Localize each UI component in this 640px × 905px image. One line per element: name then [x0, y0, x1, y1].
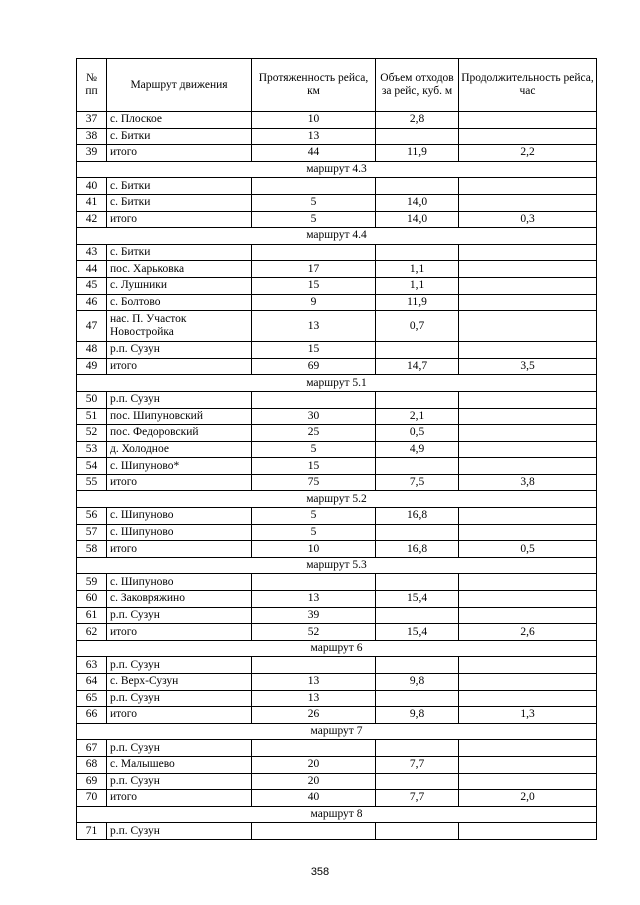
header-volume: Объем отходов за рейс, куб. м: [376, 59, 459, 112]
route-label: маршрут 4.3: [77, 161, 597, 178]
row-number-cell: 68: [77, 756, 107, 773]
location-cell: д. Холодное: [107, 441, 252, 458]
table-row: [77, 690, 597, 707]
row-number-cell: 54: [77, 458, 107, 475]
row-number-cell: 51: [77, 408, 107, 425]
duration-cell: [459, 342, 597, 359]
row-number-cell: 57: [77, 524, 107, 541]
duration-cell: 2,6: [459, 624, 597, 641]
route-label: маршрут 5.2: [77, 491, 597, 508]
route-label: маршрут 4.4: [77, 228, 597, 245]
duration-cell: 2,0: [459, 790, 597, 807]
row-number-cell: 42: [77, 211, 107, 228]
volume-cell: 9,8: [376, 707, 459, 724]
table-row: [77, 211, 597, 228]
length-cell: 9: [252, 294, 376, 311]
row-number-cell: 52: [77, 425, 107, 442]
row-number-cell: 49: [77, 358, 107, 375]
row-number-cell: 41: [77, 194, 107, 211]
table-row: [77, 756, 597, 773]
length-cell: [252, 574, 376, 591]
table-row: [77, 657, 597, 674]
location-cell: р.п. Сузун: [107, 607, 252, 624]
duration-cell: 3,8: [459, 474, 597, 491]
table-row: [77, 574, 597, 591]
row-number-cell: 55: [77, 474, 107, 491]
duration-cell: [459, 607, 597, 624]
duration-cell: [459, 458, 597, 475]
table-row: [77, 508, 597, 525]
duration-cell: 2,2: [459, 145, 597, 162]
row-number-cell: 48: [77, 342, 107, 359]
length-cell: [252, 657, 376, 674]
route-label: маршрут 5.3: [77, 557, 597, 574]
volume-cell: 1,1: [376, 277, 459, 294]
duration-cell: [459, 294, 597, 311]
length-cell: 17: [252, 261, 376, 278]
volume-cell: 0,5: [376, 425, 459, 442]
route-header-row: [77, 161, 597, 178]
volume-cell: [376, 458, 459, 475]
location-cell: итого: [107, 211, 252, 228]
duration-cell: 0,3: [459, 211, 597, 228]
volume-cell: [376, 574, 459, 591]
location-cell: с. Шипуново*: [107, 458, 252, 475]
duration-cell: [459, 508, 597, 525]
location-cell: с. Битки: [107, 194, 252, 211]
volume-cell: 1,1: [376, 261, 459, 278]
row-number-cell: 46: [77, 294, 107, 311]
location-cell: с. Битки: [107, 128, 252, 145]
location-cell: р.п. Сузун: [107, 823, 252, 840]
volume-cell: [376, 178, 459, 195]
location-cell: пос. Федоровский: [107, 425, 252, 442]
location-cell: итого: [107, 707, 252, 724]
page-number: 358: [310, 866, 330, 878]
volume-cell: [376, 823, 459, 840]
table-row: [77, 474, 597, 491]
location-cell: с. Шипуново: [107, 574, 252, 591]
route-header-row: [77, 806, 597, 823]
length-cell: 26: [252, 707, 376, 724]
table-row: [77, 740, 597, 757]
row-number-cell: 39: [77, 145, 107, 162]
table-row: [77, 674, 597, 691]
length-cell: 5: [252, 441, 376, 458]
table-row: [77, 244, 597, 261]
length-cell: 52: [252, 624, 376, 641]
duration-cell: [459, 524, 597, 541]
route-header-row: [77, 491, 597, 508]
length-cell: 5: [252, 211, 376, 228]
row-number-cell: 47: [77, 311, 107, 342]
route-header-row: [77, 557, 597, 574]
duration-cell: [459, 277, 597, 294]
row-number-cell: 53: [77, 441, 107, 458]
location-cell: р.п. Сузун: [107, 342, 252, 359]
location-cell: р.п. Сузун: [107, 690, 252, 707]
length-cell: 75: [252, 474, 376, 491]
table-row: [77, 524, 597, 541]
volume-cell: [376, 773, 459, 790]
length-cell: [252, 244, 376, 261]
volume-cell: [376, 342, 459, 359]
row-number-cell: 63: [77, 657, 107, 674]
length-cell: 5: [252, 524, 376, 541]
table-row: [77, 441, 597, 458]
duration-cell: [459, 311, 597, 342]
location-cell: с. Малышево: [107, 756, 252, 773]
volume-cell: 0,7: [376, 311, 459, 342]
route-label: маршрут 5.1: [77, 375, 597, 392]
length-cell: 20: [252, 773, 376, 790]
volume-cell: 14,7: [376, 358, 459, 375]
length-cell: [252, 391, 376, 408]
location-cell: нас. П. Участок Новостройка: [107, 311, 252, 342]
volume-cell: [376, 657, 459, 674]
volume-cell: [376, 690, 459, 707]
duration-cell: [459, 112, 597, 129]
length-cell: 5: [252, 508, 376, 525]
location-cell: р.п. Сузун: [107, 773, 252, 790]
volume-cell: 14,0: [376, 211, 459, 228]
volume-cell: 7,7: [376, 790, 459, 807]
table-row: [77, 194, 597, 211]
table-row: [77, 358, 597, 375]
row-number-cell: 71: [77, 823, 107, 840]
row-number-cell: 58: [77, 541, 107, 558]
table-row: [77, 145, 597, 162]
volume-cell: 2,1: [376, 408, 459, 425]
row-number-cell: 62: [77, 624, 107, 641]
row-number-cell: 43: [77, 244, 107, 261]
location-cell: пос. Харьковка: [107, 261, 252, 278]
location-cell: р.п. Сузун: [107, 657, 252, 674]
row-number-cell: 50: [77, 391, 107, 408]
row-number-cell: 60: [77, 591, 107, 608]
table-row: [77, 541, 597, 558]
duration-cell: [459, 740, 597, 757]
length-cell: 30: [252, 408, 376, 425]
volume-cell: 7,5: [376, 474, 459, 491]
table-row: [77, 624, 597, 641]
volume-cell: 11,9: [376, 294, 459, 311]
row-number-cell: 65: [77, 690, 107, 707]
table-row: [77, 261, 597, 278]
header-length: Протяженность рейса, км: [252, 59, 376, 112]
table-body: [77, 112, 597, 840]
location-cell: с. Болтово: [107, 294, 252, 311]
header-route: Маршрут движения: [107, 59, 252, 112]
location-cell: с. Шипуново: [107, 524, 252, 541]
duration-cell: [459, 674, 597, 691]
length-cell: 15: [252, 342, 376, 359]
volume-cell: [376, 128, 459, 145]
table-row: [77, 823, 597, 840]
table-row: [77, 707, 597, 724]
duration-cell: [459, 773, 597, 790]
length-cell: 5: [252, 194, 376, 211]
route-label: маршрут 6: [77, 640, 597, 657]
header-row: [77, 59, 597, 112]
volume-cell: 9,8: [376, 674, 459, 691]
header-num: № пп: [77, 59, 107, 112]
length-cell: 44: [252, 145, 376, 162]
length-cell: [252, 823, 376, 840]
location-cell: с. Битки: [107, 178, 252, 195]
row-number-cell: 56: [77, 508, 107, 525]
length-cell: 10: [252, 112, 376, 129]
length-cell: 13: [252, 128, 376, 145]
duration-cell: 0,5: [459, 541, 597, 558]
route-header-row: [77, 228, 597, 245]
location-cell: с. Шипуново: [107, 508, 252, 525]
volume-cell: 7,7: [376, 756, 459, 773]
location-cell: итого: [107, 358, 252, 375]
table-row: [77, 178, 597, 195]
table-row: [77, 311, 597, 342]
length-cell: 13: [252, 311, 376, 342]
location-cell: итого: [107, 474, 252, 491]
route-header-row: [77, 640, 597, 657]
header-duration: Продолжительность рейса, час: [459, 59, 597, 112]
duration-cell: [459, 756, 597, 773]
volume-cell: 2,8: [376, 112, 459, 129]
duration-cell: [459, 823, 597, 840]
row-number-cell: 44: [77, 261, 107, 278]
row-number-cell: 69: [77, 773, 107, 790]
table-row: [77, 458, 597, 475]
table-row: [77, 342, 597, 359]
table-row: [77, 607, 597, 624]
duration-cell: [459, 690, 597, 707]
route-label: маршрут 7: [77, 723, 597, 740]
volume-cell: 14,0: [376, 194, 459, 211]
row-number-cell: 61: [77, 607, 107, 624]
location-cell: итого: [107, 624, 252, 641]
duration-cell: [459, 194, 597, 211]
length-cell: [252, 178, 376, 195]
row-number-cell: 64: [77, 674, 107, 691]
length-cell: 15: [252, 277, 376, 294]
length-cell: 13: [252, 690, 376, 707]
duration-cell: [459, 441, 597, 458]
table-row: [77, 408, 597, 425]
location-cell: итого: [107, 541, 252, 558]
length-cell: 10: [252, 541, 376, 558]
length-cell: 13: [252, 674, 376, 691]
duration-cell: [459, 391, 597, 408]
location-cell: итого: [107, 145, 252, 162]
location-cell: с. Плоское: [107, 112, 252, 129]
table-row: [77, 773, 597, 790]
duration-cell: 1,3: [459, 707, 597, 724]
volume-cell: 16,8: [376, 541, 459, 558]
table-row: [77, 294, 597, 311]
length-cell: 20: [252, 756, 376, 773]
row-number-cell: 67: [77, 740, 107, 757]
volume-cell: 15,4: [376, 624, 459, 641]
row-number-cell: 38: [77, 128, 107, 145]
route-header-row: [77, 723, 597, 740]
duration-cell: [459, 657, 597, 674]
volume-cell: 4,9: [376, 441, 459, 458]
length-cell: 25: [252, 425, 376, 442]
location-cell: пос. Шипуновский: [107, 408, 252, 425]
duration-cell: [459, 591, 597, 608]
table-row: [77, 790, 597, 807]
duration-cell: [459, 574, 597, 591]
duration-cell: [459, 425, 597, 442]
length-cell: 15: [252, 458, 376, 475]
routes-table: [76, 58, 597, 840]
route-header-row: [77, 375, 597, 392]
length-cell: 69: [252, 358, 376, 375]
volume-cell: 11,9: [376, 145, 459, 162]
volume-cell: 16,8: [376, 508, 459, 525]
table-row: [77, 277, 597, 294]
location-cell: с. Лушники: [107, 277, 252, 294]
duration-cell: [459, 261, 597, 278]
table-row: [77, 591, 597, 608]
table-row: [77, 391, 597, 408]
duration-cell: [459, 408, 597, 425]
row-number-cell: 70: [77, 790, 107, 807]
row-number-cell: 40: [77, 178, 107, 195]
table-row: [77, 425, 597, 442]
length-cell: [252, 740, 376, 757]
length-cell: 39: [252, 607, 376, 624]
location-cell: итого: [107, 790, 252, 807]
location-cell: с. Битки: [107, 244, 252, 261]
duration-cell: [459, 178, 597, 195]
volume-cell: [376, 391, 459, 408]
location-cell: с. Заковряжино: [107, 591, 252, 608]
volume-cell: 15,4: [376, 591, 459, 608]
location-cell: с. Верх-Сузун: [107, 674, 252, 691]
length-cell: 13: [252, 591, 376, 608]
row-number-cell: 59: [77, 574, 107, 591]
length-cell: 40: [252, 790, 376, 807]
row-number-cell: 37: [77, 112, 107, 129]
table-row: [77, 128, 597, 145]
duration-cell: [459, 244, 597, 261]
location-cell: р.п. Сузун: [107, 740, 252, 757]
row-number-cell: 66: [77, 707, 107, 724]
duration-cell: 3,5: [459, 358, 597, 375]
volume-cell: [376, 524, 459, 541]
route-label: маршрут 8: [77, 806, 597, 823]
volume-cell: [376, 740, 459, 757]
row-number-cell: 45: [77, 277, 107, 294]
location-cell: р.п. Сузун: [107, 391, 252, 408]
table-row: [77, 112, 597, 129]
duration-cell: [459, 128, 597, 145]
volume-cell: [376, 607, 459, 624]
volume-cell: [376, 244, 459, 261]
